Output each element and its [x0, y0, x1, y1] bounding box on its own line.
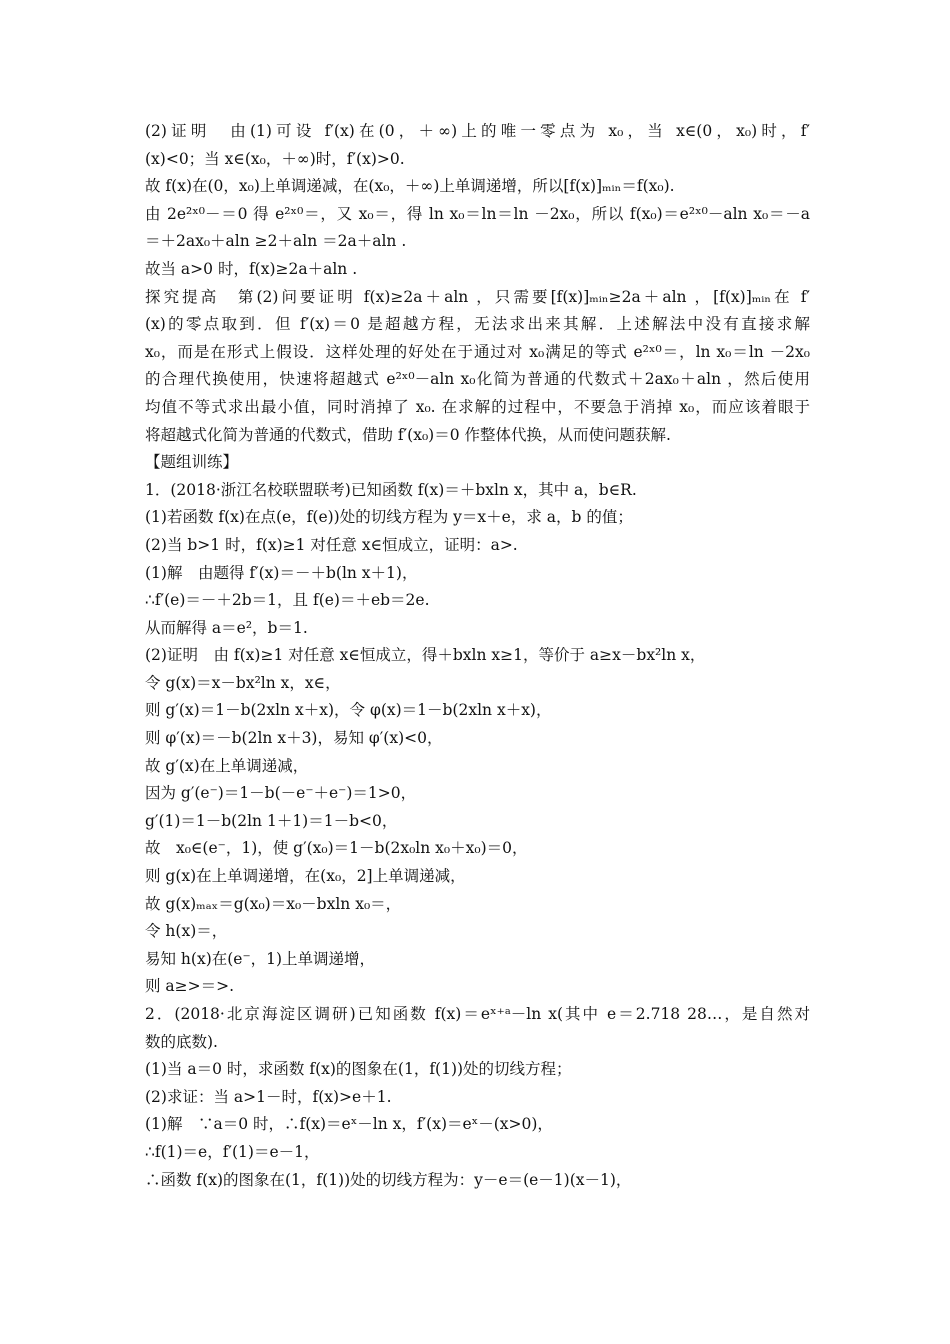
text-line: 故当 a>0 时，f(x)≥2a＋aln .	[145, 259, 358, 278]
text-line: 则 g(x)在上单调递增，在(x₀，2]上单调递减，	[145, 867, 466, 886]
document-body	[145, 118, 810, 1194]
text-line: g′(1)＝1－b(2ln 1＋1)＝1－b<0，	[145, 811, 398, 830]
text-line: (x)<0；当 x∈(x₀，＋∞)时，f′(x)>0.	[145, 149, 405, 168]
text-line: 数的底数).	[145, 1032, 218, 1051]
text-line: 的合理代换使用，快速将超越式 e²ˣ⁰－aln x₀化简为普通的代数式＋2ax₀＋aln ，然后使用	[145, 370, 810, 389]
text-line: (2)证明 由 f(x)≥1 对任意 x∈恒成立，得＋bxln x≥1，等价于 a≥x－bx²ln x，	[145, 646, 706, 665]
text-line: (1)解 ∵a＝0 时，∴f(x)＝eˣ－ln x，f′(x)＝eˣ－(x>0)，	[145, 1115, 553, 1134]
text-line: 则 φ′(x)＝－b(2ln x＋3)，易知 φ′(x)<0，	[145, 729, 443, 748]
text-line: 则 a≥>＝>.	[145, 977, 235, 996]
text-line: 故 f(x)在(0，x₀)上单调递减，在(x₀，＋∞)上单调递增，所以[f(x)]ₘᵢₙ＝f(x₀).	[145, 177, 675, 196]
text-line: ∴f(1)＝e，f′(1)＝e－1，	[145, 1142, 320, 1161]
text-line: 则 g′(x)＝1－b(2xln x＋x)，令 φ(x)＝1－b(2xln x＋x)，	[145, 701, 552, 720]
text-line: (2)求证：当 a>1－时，f(x)>e＋1.	[145, 1087, 392, 1106]
text-line: 易知 h(x)在(e⁻，1)上单调递增，	[145, 949, 376, 968]
text-line: 故 x₀∈(e⁻，1)，使 g′(x₀)＝1－b(2x₀ln x₀＋x₀)＝0，	[145, 839, 528, 858]
text-line: 由 2e²ˣ⁰－＝0 得 e²ˣ⁰＝，又 x₀＝，得 ln x₀＝ln＝ln －2x₀，所以 f(x₀)＝e²ˣ⁰－aln x₀＝－a	[145, 204, 810, 223]
problem-statement: 2．(2018·北京海淀区调研)已知函数 f(x)＝eˣ⁺ᵃ－ln x(其中 e＝2.718 28…，是自然对	[145, 1005, 810, 1023]
text-line: 令 h(x)＝，	[145, 922, 228, 941]
section-heading: 【题组训练】	[145, 453, 239, 472]
text-line: 令 g(x)＝x－bx²ln x，x∈，	[145, 673, 341, 692]
text-line: (1)当 a＝0 时，求函数 f(x)的图象在(1，f(1))处的切线方程；	[145, 1060, 572, 1079]
problem-statement: 1．(2018·浙江名校联盟联考)已知函数 f(x)＝＋bxln x，其中 a，b∈R.	[145, 480, 637, 499]
text-line: (1)若函数 f(x)在点(e，f(e))处的切线方程为 y＝x＋e，求 a，b 的值；	[145, 508, 633, 527]
text-line: 故 g(x)ₘₐₓ＝g(x₀)＝x₀－bxln x₀＝，	[145, 894, 402, 913]
text-line: 从而解得 a＝e²，b＝1.	[145, 618, 308, 637]
text-line: ＝＋2ax₀＋aln ≥2＋aln ＝2a＋aln .	[145, 232, 407, 251]
text-line: 故 g′(x)在上单调递减，	[145, 756, 309, 775]
text-line: (2)证明 由(1)可设 f′(x)在(0，＋∞)上的唯一零点为 x₀，当 x∈(0，x₀)时，f′	[145, 122, 810, 140]
text-line: ∴函数 f(x)的图象在(1，f(1))处的切线方程为：y－e＝(e－1)(x－1)，	[145, 1170, 632, 1189]
text-line: 将超越式化简为普通的代数式，借助 f′(x₀)＝0 作整体代换，从而使问题获解.	[145, 425, 671, 444]
text-line: (x)的零点取到．但 f′(x)＝0 是超越方程，无法求出来其解．上述解法中没有直接求解	[145, 315, 810, 334]
text-line: x₀，而是在形式上假设．这样处理的好处在于通过对 x₀满足的等式 e²ˣ⁰＝，ln x₀＝ln －2x₀	[145, 342, 810, 361]
text-line: (2)当 b>1 时，f(x)≥1 对任意 x∈恒成立，证明：a>.	[145, 535, 518, 554]
text-line: 均值不等式求出最小值，同时消掉了 x₀. 在求解的过程中，不要急于消掉 x₀，而应该着眼于	[145, 397, 810, 416]
text-line: 探究提高 第(2)问要证明 f(x)≥2a＋aln ，只需要[f(x)]ₘᵢₙ≥2a＋aln ，[f(x)]ₘᵢₙ在 f′	[145, 287, 810, 306]
text-line: 因为 g′(e⁻)＝1－b(－e⁻＋e⁻)＝1>0，	[145, 784, 417, 803]
text-line: (1)解 由题得 f′(x)＝－＋b(ln x＋1)，	[145, 563, 418, 582]
text-line: ∴f′(e)＝－＋2b＝1，且 f(e)＝＋eb＝2e.	[145, 591, 430, 610]
